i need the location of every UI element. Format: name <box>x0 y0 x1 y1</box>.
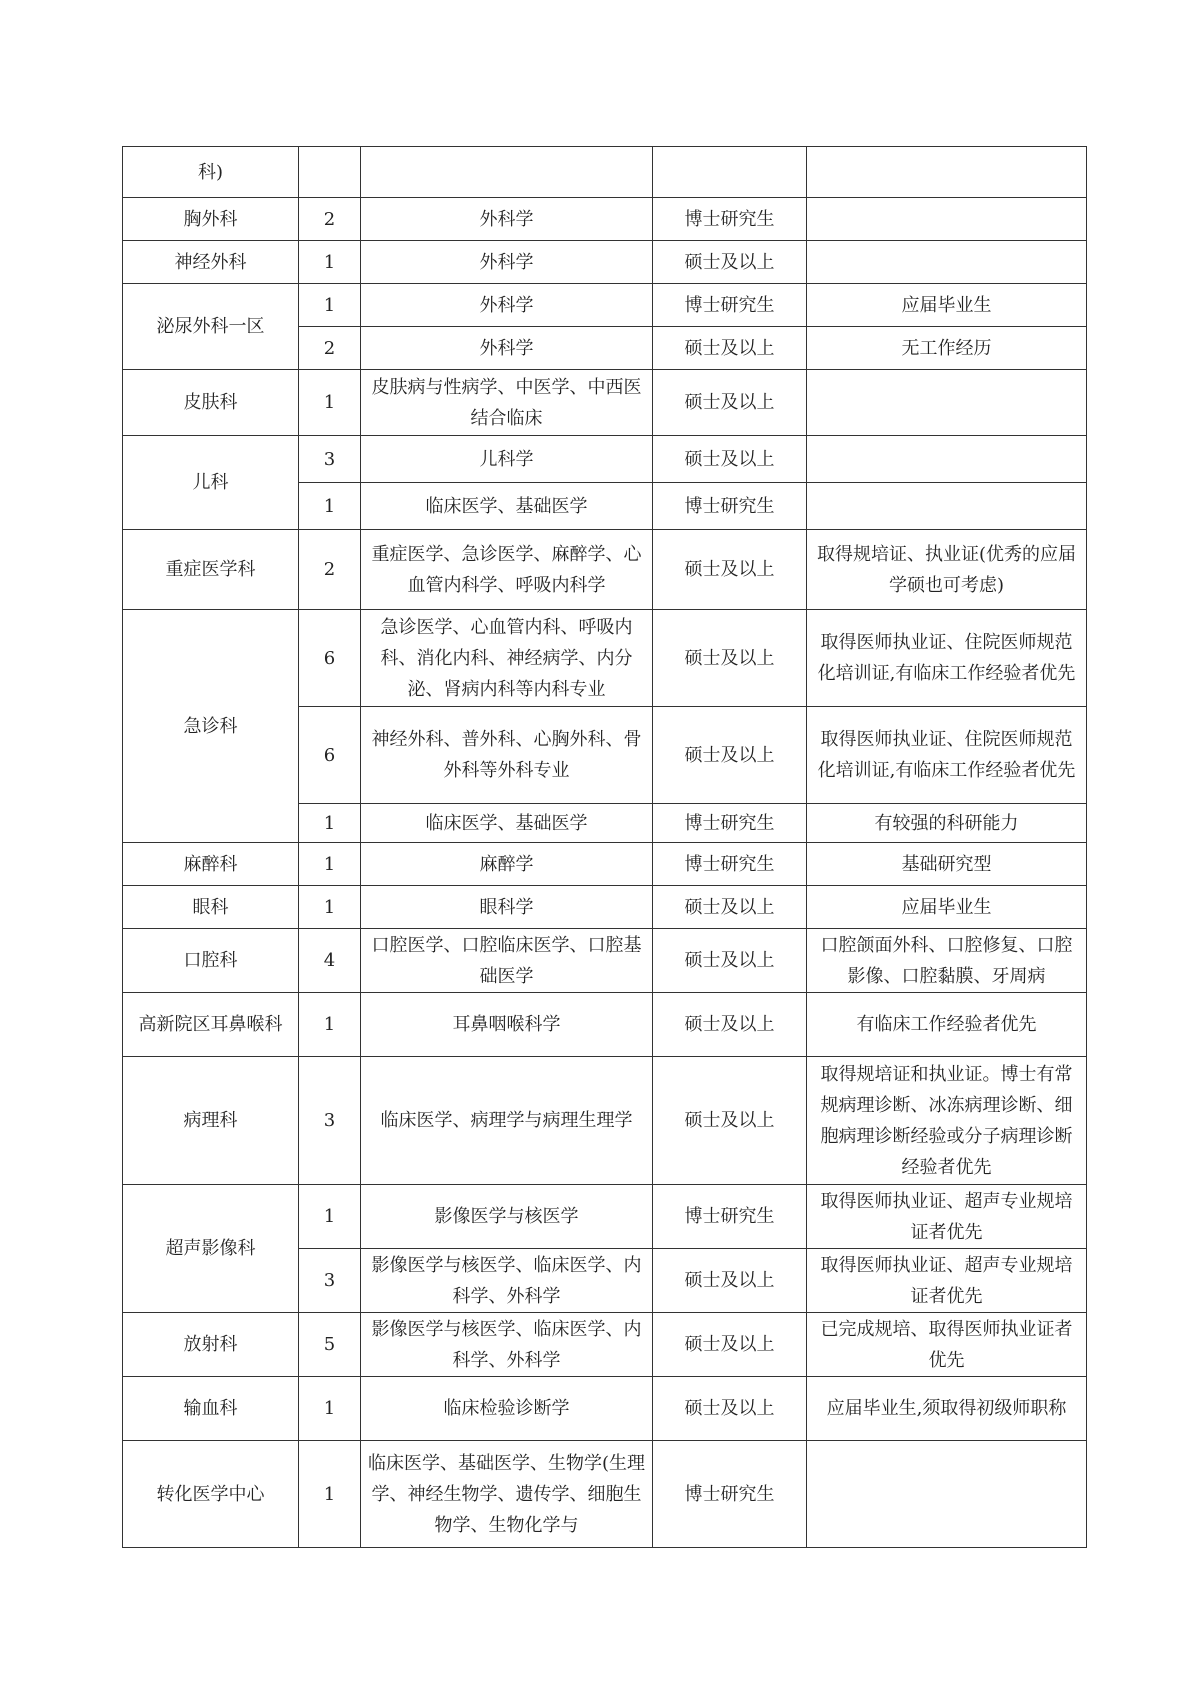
count-cell: 1 <box>299 370 361 436</box>
major-cell: 眼科学 <box>361 886 653 929</box>
table-row <box>123 241 1087 284</box>
table-row <box>123 610 1087 707</box>
table-row <box>123 993 1087 1057</box>
remark-cell: 取得规培证和执业证。博士有常规病理诊断、冰冻病理诊断、细胞病理诊断经验或分子病理诊断经验者优先 <box>807 1057 1087 1185</box>
remark-cell: 取得医师执业证、超声专业规培证者优先 <box>807 1249 1087 1313</box>
dept-cell: 病理科 <box>123 1057 299 1185</box>
table-row <box>123 1313 1087 1377</box>
major-cell: 外科学 <box>361 241 653 284</box>
remark-cell: 应届毕业生,须取得初级师职称 <box>807 1377 1087 1441</box>
degree-cell: 硕士及以上 <box>653 1377 807 1441</box>
major-cell: 麻醉学 <box>361 843 653 886</box>
degree-cell: 博士研究生 <box>653 1185 807 1249</box>
major-cell: 影像医学与核医学 <box>361 1185 653 1249</box>
table-row <box>123 843 1087 886</box>
count-cell: 1 <box>299 483 361 530</box>
major-cell: 临床医学、基础医学 <box>361 483 653 530</box>
remark-cell: 有较强的科研能力 <box>807 804 1087 843</box>
major-cell: 临床医学、基础医学、生物学(生理学、神经生物学、遗传学、细胞生物学、生物化学与 <box>361 1441 653 1548</box>
degree-cell <box>653 147 807 198</box>
dept-cell: 泌尿外科一区 <box>123 284 299 370</box>
table-row <box>123 1185 1087 1249</box>
dept-cell: 儿科 <box>123 436 299 530</box>
major-cell: 影像医学与核医学、临床医学、内科学、外科学 <box>361 1313 653 1377</box>
major-cell: 急诊医学、心血管内科、呼吸内科、消化内科、神经病学、内分泌、肾病内科等内科专业 <box>361 610 653 707</box>
remark-cell <box>807 147 1087 198</box>
major-cell: 影像医学与核医学、临床医学、内科学、外科学 <box>361 1249 653 1313</box>
major-cell: 临床医学、基础医学 <box>361 804 653 843</box>
count-cell: 1 <box>299 993 361 1057</box>
count-cell: 2 <box>299 327 361 370</box>
count-cell: 3 <box>299 1057 361 1185</box>
remark-cell <box>807 241 1087 284</box>
degree-cell: 硕士及以上 <box>653 993 807 1057</box>
count-cell: 1 <box>299 1377 361 1441</box>
count-cell: 1 <box>299 241 361 284</box>
count-cell: 1 <box>299 1441 361 1548</box>
dept-cell: 放射科 <box>123 1313 299 1377</box>
table-row <box>123 436 1087 483</box>
major-cell: 重症医学、急诊医学、麻醉学、心血管内科学、呼吸内科学 <box>361 530 653 610</box>
count-cell: 1 <box>299 886 361 929</box>
remark-cell: 取得医师执业证、住院医师规范化培训证,有临床工作经验者优先 <box>807 707 1087 804</box>
count-cell: 1 <box>299 804 361 843</box>
count-cell: 1 <box>299 1185 361 1249</box>
degree-cell: 博士研究生 <box>653 483 807 530</box>
degree-cell: 博士研究生 <box>653 198 807 241</box>
table-row <box>123 1441 1087 1548</box>
dept-cell: 皮肤科 <box>123 370 299 436</box>
dept-cell: 科) <box>123 147 299 198</box>
count-cell: 2 <box>299 198 361 241</box>
dept-cell: 麻醉科 <box>123 843 299 886</box>
count-cell: 3 <box>299 1249 361 1313</box>
major-cell: 外科学 <box>361 198 653 241</box>
major-cell: 外科学 <box>361 284 653 327</box>
major-cell: 临床医学、病理学与病理生理学 <box>361 1057 653 1185</box>
major-cell: 外科学 <box>361 327 653 370</box>
major-cell: 儿科学 <box>361 436 653 483</box>
degree-cell: 博士研究生 <box>653 284 807 327</box>
dept-cell: 神经外科 <box>123 241 299 284</box>
table-row <box>123 530 1087 610</box>
remark-cell: 应届毕业生 <box>807 886 1087 929</box>
recruitment-table <box>122 146 1087 1548</box>
dept-cell: 急诊科 <box>123 610 299 843</box>
dept-cell: 口腔科 <box>123 929 299 993</box>
dept-cell: 超声影像科 <box>123 1185 299 1313</box>
table-row <box>123 1377 1087 1441</box>
dept-cell: 胸外科 <box>123 198 299 241</box>
table-row <box>123 929 1087 993</box>
count-cell: 2 <box>299 530 361 610</box>
remark-cell <box>807 436 1087 483</box>
recruitment-document <box>122 146 1087 1548</box>
dept-cell: 重症医学科 <box>123 530 299 610</box>
degree-cell: 博士研究生 <box>653 843 807 886</box>
major-cell: 神经外科、普外科、心胸外科、骨外科等外科专业 <box>361 707 653 804</box>
count-cell: 3 <box>299 436 361 483</box>
remark-cell: 取得规培证、执业证(优秀的应届学硕也可考虑) <box>807 530 1087 610</box>
major-cell: 皮肤病与性病学、中医学、中西医结合临床 <box>361 370 653 436</box>
remark-cell <box>807 483 1087 530</box>
dept-cell: 转化医学中心 <box>123 1441 299 1548</box>
dept-cell: 眼科 <box>123 886 299 929</box>
degree-cell: 硕士及以上 <box>653 530 807 610</box>
degree-cell: 硕士及以上 <box>653 610 807 707</box>
degree-cell: 硕士及以上 <box>653 370 807 436</box>
dept-cell: 高新院区耳鼻喉科 <box>123 993 299 1057</box>
degree-cell: 博士研究生 <box>653 804 807 843</box>
remark-cell <box>807 1441 1087 1548</box>
remark-cell: 无工作经历 <box>807 327 1087 370</box>
count-cell <box>299 147 361 198</box>
table-row <box>123 198 1087 241</box>
degree-cell: 硕士及以上 <box>653 327 807 370</box>
remark-cell: 应届毕业生 <box>807 284 1087 327</box>
degree-cell: 硕士及以上 <box>653 886 807 929</box>
degree-cell: 硕士及以上 <box>653 707 807 804</box>
degree-cell: 硕士及以上 <box>653 929 807 993</box>
degree-cell: 硕士及以上 <box>653 436 807 483</box>
degree-cell: 硕士及以上 <box>653 241 807 284</box>
remark-cell: 取得医师执业证、超声专业规培证者优先 <box>807 1185 1087 1249</box>
count-cell: 1 <box>299 284 361 327</box>
degree-cell: 博士研究生 <box>653 1441 807 1548</box>
remark-cell: 口腔颌面外科、口腔修复、口腔影像、口腔黏膜、牙周病 <box>807 929 1087 993</box>
major-cell: 临床检验诊断学 <box>361 1377 653 1441</box>
table-row <box>123 886 1087 929</box>
table-row <box>123 147 1087 198</box>
count-cell: 6 <box>299 610 361 707</box>
major-cell: 耳鼻咽喉科学 <box>361 993 653 1057</box>
remark-cell <box>807 198 1087 241</box>
count-cell: 1 <box>299 843 361 886</box>
count-cell: 6 <box>299 707 361 804</box>
count-cell: 5 <box>299 1313 361 1377</box>
table-row <box>123 370 1087 436</box>
major-cell: 口腔医学、口腔临床医学、口腔基础医学 <box>361 929 653 993</box>
major-cell <box>361 147 653 198</box>
remark-cell: 取得医师执业证、住院医师规范化培训证,有临床工作经验者优先 <box>807 610 1087 707</box>
table-row <box>123 1057 1087 1185</box>
remark-cell <box>807 370 1087 436</box>
table-row <box>123 284 1087 327</box>
dept-cell: 输血科 <box>123 1377 299 1441</box>
count-cell: 4 <box>299 929 361 993</box>
remark-cell: 已完成规培、取得医师执业证者优先 <box>807 1313 1087 1377</box>
degree-cell: 硕士及以上 <box>653 1057 807 1185</box>
degree-cell: 硕士及以上 <box>653 1313 807 1377</box>
remark-cell: 基础研究型 <box>807 843 1087 886</box>
remark-cell: 有临床工作经验者优先 <box>807 993 1087 1057</box>
degree-cell: 硕士及以上 <box>653 1249 807 1313</box>
